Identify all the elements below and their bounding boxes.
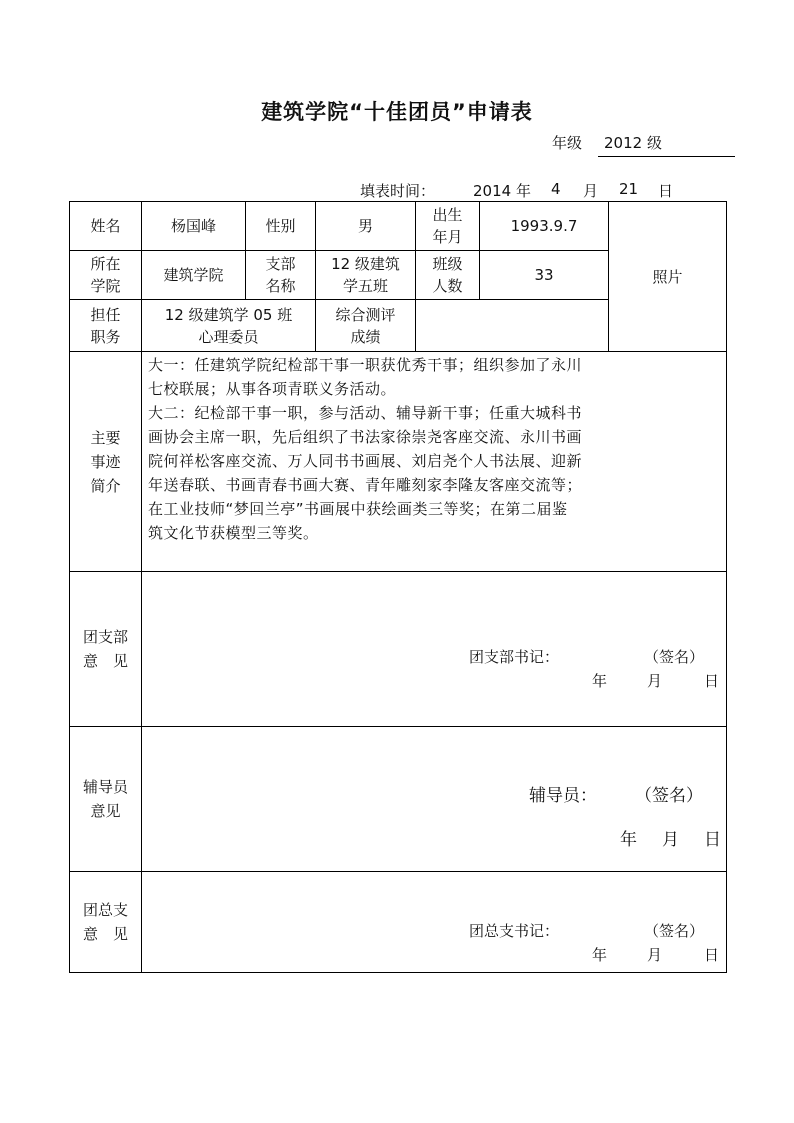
branch-label-line2: 名称	[265, 277, 296, 295]
branch-signature[interactable]: （签名）	[644, 648, 705, 666]
general-opinion-label	[70, 872, 142, 973]
branch-opinion-label	[70, 572, 142, 727]
branch-secretary-label: 团支部书记：	[469, 648, 560, 666]
score-label-line2: 成绩	[350, 327, 381, 346]
general-day: 日	[704, 946, 720, 964]
row-general-opinion	[70, 872, 727, 973]
birth-label-line2: 年月	[432, 228, 463, 246]
grade-value: 2012 级	[604, 134, 662, 152]
name-value[interactable]: 杨国峰	[142, 202, 246, 251]
position-label-line1: 担任	[90, 305, 121, 324]
events-text[interactable]	[142, 352, 727, 572]
branch-opinion-content[interactable]	[142, 572, 727, 727]
photo-cell[interactable]: 照片	[609, 202, 727, 352]
fill-date-day-unit: 日	[658, 182, 674, 200]
general-secretary-label: 团总支书记：	[469, 922, 560, 940]
gender-value[interactable]: 男	[316, 202, 416, 251]
events-line: 画协会主席一职，先后组织了书法家徐崇尧客座交流、永川书画	[148, 428, 583, 446]
grade-underline	[598, 156, 735, 157]
general-opinion-label-line2: 意 见	[82, 925, 128, 943]
gender-label: 性别	[246, 202, 316, 251]
events-label	[70, 352, 142, 572]
general-year: 年	[592, 946, 608, 964]
branch-day: 日	[704, 672, 720, 690]
position-value-line1: 12 级建筑学 05 班	[164, 305, 293, 324]
events-label-line2: 事迹	[90, 452, 121, 471]
branch-month: 月	[647, 672, 663, 690]
branch-value[interactable]	[316, 251, 416, 300]
position-label-line2: 职务	[90, 327, 121, 346]
page-title: 建筑学院“十佳团员”申请表	[261, 100, 533, 124]
college-value[interactable]: 建筑学院	[142, 251, 246, 300]
row-basic-info	[70, 202, 727, 251]
birth-label	[416, 202, 480, 251]
events-line: 大二：纪检部干事一职，参与活动、辅导新干事；任重大城科书	[148, 404, 583, 422]
events-line: 大一：任建筑学院纪检部干事一职获优秀干事；组织参加了永川	[148, 356, 583, 374]
general-opinion-label-line1: 团总支	[82, 901, 128, 919]
college-label-line1: 所在	[90, 255, 121, 273]
general-signature[interactable]: （签名）	[644, 922, 705, 940]
score-label	[316, 300, 416, 352]
counselor-day: 日	[704, 830, 721, 850]
birth-value[interactable]: 1993.9.7	[480, 202, 609, 251]
events-line: 筑文化节获模型三等奖。	[148, 524, 319, 542]
position-label	[70, 300, 142, 352]
fill-date-month: 4	[551, 180, 561, 198]
branch-value-line2: 学五班	[342, 277, 388, 295]
counselor-opinion-label	[70, 727, 142, 872]
events-line: 在工业技师“梦回兰亭”书画展中获绘画类三等奖；在第二届鉴	[148, 500, 568, 518]
application-form-table	[69, 201, 727, 973]
branch-year: 年	[592, 672, 608, 690]
events-line: 七校联展；从事各项青联义务活动。	[148, 380, 397, 398]
counselor-label: 辅导员：	[529, 786, 597, 806]
events-label-line3: 简介	[90, 476, 121, 495]
general-month: 月	[647, 946, 663, 964]
class-count-value[interactable]: 33	[480, 251, 609, 300]
general-opinion-content[interactable]	[142, 872, 727, 973]
class-count-label	[416, 251, 480, 300]
row-counselor-opinion	[70, 727, 727, 872]
class-count-label-line2: 人数	[432, 277, 463, 295]
fill-date-month-unit: 月	[583, 182, 599, 200]
fill-date-year: 2014 年	[473, 182, 531, 200]
score-label-line1: 综合测评	[335, 305, 396, 324]
counselor-opinion-content[interactable]	[142, 727, 727, 872]
branch-opinion-label-line2: 意 见	[82, 652, 128, 670]
row-branch-opinion	[70, 572, 727, 727]
events-line: 院何祥松客座交流、万人同书书画展、刘启尧个人书法展、迎新	[148, 452, 583, 470]
position-value[interactable]	[142, 300, 316, 352]
branch-label-line1: 支部	[265, 255, 296, 273]
counselor-opinion-label-line2: 意见	[90, 802, 121, 820]
counselor-signature[interactable]: （签名）	[635, 786, 703, 806]
college-label	[70, 251, 142, 300]
class-count-label-line1: 班级	[432, 255, 463, 273]
fill-date-label: 填表时间：	[360, 182, 436, 200]
row-events	[70, 352, 727, 572]
branch-value-line1: 12 级建筑	[331, 255, 400, 273]
college-label-line2: 学院	[90, 277, 121, 295]
score-value[interactable]	[416, 300, 609, 352]
counselor-month: 月	[662, 830, 679, 850]
grade-label: 年级	[552, 134, 583, 152]
name-label: 姓名	[70, 202, 142, 251]
birth-label-line1: 出生	[432, 206, 463, 224]
counselor-opinion-label-line1: 辅导员	[82, 778, 128, 796]
branch-opinion-label-line1: 团支部	[82, 628, 128, 646]
events-line: 年送春联、书画青春书画大赛、青年雕刻家李隆友客座交流等；	[148, 476, 583, 494]
branch-label	[246, 251, 316, 300]
position-value-line2: 心理委员	[198, 327, 259, 346]
grade-field	[552, 132, 662, 153]
events-label-line1: 主要	[90, 428, 121, 447]
counselor-year: 年	[620, 830, 637, 850]
fill-date-day: 21	[619, 180, 639, 198]
